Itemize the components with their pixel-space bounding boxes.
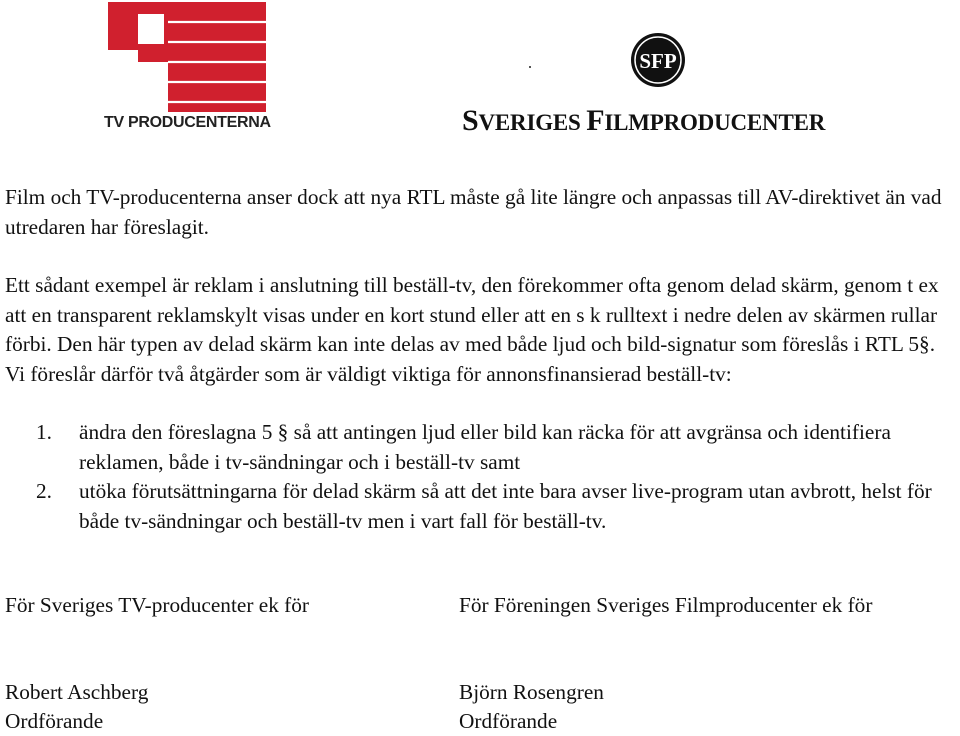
signature-right-name: Björn Rosengren [459,680,604,704]
list-item-number: 2. [36,479,52,503]
signature-left-role: Ordförande [5,709,104,733]
sfp-seal-logo [630,32,686,88]
list-item-text: ändra den föreslagna 5 § så att antingen ljud eller bild kan räcka för att avgränsa och identifiera reklamen, både i tv-sändningar och i beställ-tv samt [79,420,891,474]
list-item-number: 1. [36,420,52,444]
signature-left-name: Robert Aschberg [5,680,149,704]
tvp-logo-text: TV PRODUCENTERNA [104,114,271,131]
sfp-seal-text: SFP [639,49,677,73]
sfp-title: SVERIGES FILMPRODUCENTER [462,104,826,137]
paragraph-example: Ett sådant exempel är reklam i anslutning till beställ-tv, den förekommer ofta genom delad skärm, genom t ex att en transparent reklamskylt visas under en kort stund eller att en s k rulltext i nedre delen av skärmen rullar förbi. Den här typen av delad skärm kan inte delas av med både ljud och bild-signatur som föreslås i RTL 5§. Vi föreslår därför två åtgärder som är väldigt viktiga för annonsfinansierad beställ-tv: [5,273,939,386]
list-item-text: utöka förutsättningarna för delad skärm så att det inte bara avser live-program utan avbrott, helst för både tv-sändningar och beställ-tv men i vart fall för beställ-tv. [79,479,932,533]
decorative-dot [529,66,531,68]
signature-right-role: Ordförande [459,709,558,733]
list-item [5,477,955,536]
proposal-list [5,418,955,536]
signature-left-for: För Sveriges TV-producenter ek för [5,593,310,617]
signature-right-for: För Föreningen Sveriges Filmproducenter ek för [459,593,873,617]
signature-left-block [5,678,148,736]
paragraph-intro: Film och TV-producenterna anser dock att nya RTL måste gå lite längre och anpassas till AV-direktivet än vad utredaren har föreslagit. [5,185,942,239]
list-item [5,418,955,477]
signature-right-block [459,678,604,736]
